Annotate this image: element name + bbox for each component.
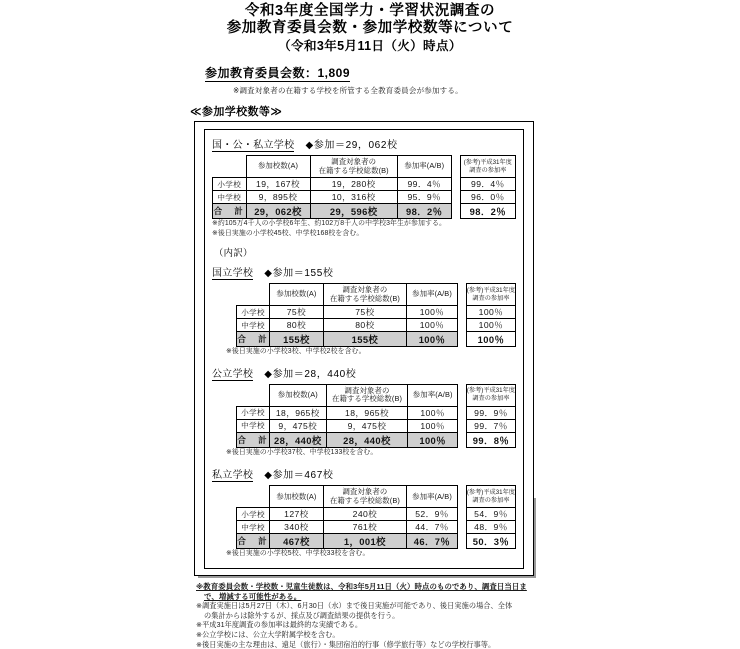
- header-reference-line2: 調査の参加率: [472, 496, 510, 504]
- cell-reference: 99．4％: [460, 178, 515, 191]
- header-total-schools-line1: 調査対象者の: [344, 385, 390, 395]
- table-row-total: [237, 332, 458, 347]
- table-row: [237, 521, 458, 534]
- header-reference-line1: (参考)平成31年度: [466, 286, 515, 294]
- cell-rate: 100％: [407, 306, 458, 319]
- reference-row: [466, 306, 515, 319]
- title-line-3: （令和3年5月11日（火）時点）: [278, 39, 462, 53]
- cell-participating: 29，062校: [246, 204, 310, 219]
- cell-participating: 9，475校: [270, 419, 327, 432]
- cell-rate: 100％: [408, 419, 457, 432]
- cell-reference: 99．9％: [466, 406, 515, 419]
- group-count: ◆参加＝28，440校: [264, 368, 357, 380]
- row-label: 中学校: [237, 319, 270, 332]
- table-header-row: [237, 486, 458, 508]
- footnote-item: ※公立学校には、公立大学附属学校を含む。: [196, 629, 340, 639]
- cell-total: 1，001校: [323, 534, 406, 549]
- header-rate: 参加率(A/B): [407, 486, 458, 508]
- reference-row: [460, 178, 515, 191]
- header-reference: [466, 486, 515, 508]
- table-block: [236, 485, 516, 549]
- reference-row: [466, 319, 515, 332]
- cell-total: 10，316校: [310, 191, 397, 204]
- group-heading: [212, 365, 516, 380]
- header-participating: 参加校数(A): [270, 486, 324, 508]
- cell-participating: 75校: [270, 306, 324, 319]
- cell-total: 80校: [323, 319, 406, 332]
- title-line-1: 令和3年度全国学力・学習状況調査の: [244, 3, 496, 19]
- schools-panel-inner: [204, 129, 524, 569]
- footnote-item: で、増減する可能性がある。: [204, 591, 302, 601]
- committee-section: [205, 64, 740, 96]
- header-total-schools-line1: 調査対象者の: [342, 487, 388, 497]
- reference-table-all: [460, 155, 516, 219]
- footnote-item: ※調査実施日は5月27日（木）、6月30日（水）まで後日実施が可能であり、後日実施の場合、全体: [196, 601, 513, 611]
- reference-header-row: [466, 284, 515, 306]
- cell-rate: 100％: [408, 406, 457, 419]
- header-rate: 参加率(A/B): [408, 384, 457, 406]
- table-note: ※後日実施の小学校37校、中学校133校を含む。: [226, 448, 378, 456]
- header-rate: 参加率(A/B): [397, 156, 451, 178]
- reference-row: [466, 521, 515, 534]
- group-name: 国立学校: [212, 268, 254, 280]
- cell-rate: 100％: [408, 432, 457, 447]
- schools-table-all: [212, 155, 452, 219]
- cell-reference: 99．7％: [466, 419, 515, 432]
- cell-rate: 98．2％: [397, 204, 451, 219]
- table-row: [237, 306, 458, 319]
- header-blank: [213, 156, 247, 178]
- header-total-schools-line1: 調査対象者の: [342, 285, 388, 295]
- footnotes: [196, 582, 544, 649]
- table-row: [237, 419, 458, 432]
- cell-reference: 100％: [466, 332, 515, 347]
- row-label: 小学校: [237, 508, 270, 521]
- cell-participating: 28，440校: [270, 432, 327, 447]
- table-header-row: [237, 284, 458, 306]
- row-label: 中学校: [237, 419, 270, 432]
- cell-participating: 127校: [270, 508, 324, 521]
- group-heading: [212, 466, 516, 481]
- group-count: ◆参加＝155校: [264, 268, 334, 280]
- header-reference-line1: (参考)平成31年度: [463, 158, 512, 166]
- header-reference-line2: 調査の参加率: [472, 294, 510, 302]
- cell-total: 29，596校: [310, 204, 397, 219]
- header-total-schools: [326, 384, 408, 406]
- table-note: ※約105万4千人の小学校6年生、約102万8千人の中学校3年生が参加する。: [212, 220, 446, 227]
- cell-total: 9，475校: [326, 419, 408, 432]
- committee-note: ※調査対象者の在籍する学校を所管する全教育委員会が参加する。: [233, 86, 463, 95]
- footnote-item: ※平成31年度調査の参加率は最終的な実績である。: [196, 620, 363, 630]
- cell-total: 155校: [323, 332, 406, 347]
- schools-table-public: [236, 384, 458, 448]
- committee-count: 参加教育委員会数：1,809: [205, 66, 351, 80]
- header-participating: 参加校数(A): [246, 156, 310, 178]
- reference-header-row: [460, 156, 515, 178]
- cell-reference: 100％: [466, 319, 515, 332]
- header-blank: [237, 284, 270, 306]
- reference-row-total: [466, 432, 515, 447]
- table-row: [213, 178, 452, 191]
- table-header-row: [237, 384, 458, 406]
- table-row-total: [213, 204, 452, 219]
- cell-rate: 95．9％: [397, 191, 451, 204]
- row-label: 合 計: [213, 204, 247, 219]
- header-blank: [237, 486, 270, 508]
- row-label: 中学校: [237, 521, 270, 534]
- reference-row-total: [466, 332, 515, 347]
- header-total-schools: [323, 284, 406, 306]
- cell-rate: 52．9％: [407, 508, 458, 521]
- section-heading-schools: ≪参加学校数等≫: [190, 106, 283, 118]
- cell-rate: 100％: [407, 332, 458, 347]
- row-label: 小学校: [237, 306, 270, 319]
- table-note: ※後日実施の小学校45校、中学校168校を含む。: [212, 229, 364, 237]
- cell-reference: 96．0％: [460, 191, 515, 204]
- cell-total: 18，965校: [326, 406, 408, 419]
- table-block: [212, 155, 516, 219]
- reference-row: [460, 191, 515, 204]
- footnote-item: の集計からは除外するが、採点及び調査結果の提供を行う。: [204, 610, 400, 620]
- table-header-row: [213, 156, 452, 178]
- breakdown-label: （内訳）: [214, 247, 253, 259]
- group-heading: [212, 264, 516, 279]
- table-block: [236, 283, 516, 347]
- header-participating: 参加校数(A): [270, 384, 327, 406]
- header-reference: [466, 384, 515, 406]
- group-all-schools: [212, 136, 516, 238]
- cell-total: 75校: [323, 306, 406, 319]
- group-name: 公立学校: [212, 368, 254, 380]
- cell-total: 19，280校: [310, 178, 397, 191]
- row-label: 小学校: [237, 406, 270, 419]
- group-count: ◆参加＝467校: [264, 470, 334, 482]
- cell-participating: 155校: [270, 332, 324, 347]
- reference-row: [466, 419, 515, 432]
- cell-rate: 44．7％: [407, 521, 458, 534]
- header-reference-line2: 調査の参加率: [469, 166, 507, 174]
- reference-row: [466, 508, 515, 521]
- header-rate: 参加率(A/B): [407, 284, 458, 306]
- cell-rate: 100％: [407, 319, 458, 332]
- header-reference: [460, 156, 515, 178]
- row-label: 合 計: [237, 432, 270, 447]
- reference-table-national: [466, 283, 516, 347]
- cell-reference: 50．3％: [466, 534, 515, 549]
- table-row: [237, 508, 458, 521]
- cell-participating: 80校: [270, 319, 324, 332]
- header-reference-line1: (参考)平成31年度: [466, 387, 515, 395]
- schools-table-national: [236, 283, 458, 347]
- cell-reference: 98．2％: [460, 204, 515, 219]
- table-row: [237, 319, 458, 332]
- group-name: 私立学校: [212, 470, 254, 482]
- cell-total: 28，440校: [326, 432, 408, 447]
- cell-participating: 19，167校: [246, 178, 310, 191]
- header-total-schools: [310, 156, 397, 178]
- cell-participating: 340校: [270, 521, 324, 534]
- header-total-schools: [323, 486, 406, 508]
- cell-participating: 9，895校: [246, 191, 310, 204]
- table-row-total: [237, 432, 458, 447]
- group-private-schools: [212, 466, 516, 559]
- reference-header-row: [466, 384, 515, 406]
- reference-row-total: [460, 204, 515, 219]
- cell-reference: 54．9％: [466, 508, 515, 521]
- table-block: [236, 384, 516, 448]
- header-total-schools-line2: 在籍する学校総数(B): [329, 495, 400, 505]
- table-row-total: [237, 534, 458, 549]
- reference-row: [466, 406, 515, 419]
- group-name: 国・公・私立学校: [212, 140, 295, 151]
- footnote-item: ※後日実施の主な理由は、遠足（旅行）・集団宿泊的行事（修学旅行等）などの学校行事等。: [196, 639, 496, 649]
- cell-reference: 100％: [466, 306, 515, 319]
- header-total-schools-line2: 在籍する学校総数(B): [318, 165, 389, 175]
- reference-row-total: [466, 534, 515, 549]
- header-total-schools-line2: 在籍する学校総数(B): [331, 394, 403, 404]
- title-line-2: 参加教育委員会数・参加学校数等について: [226, 20, 514, 36]
- header-reference-line1: (参考)平成31年度: [466, 488, 515, 496]
- cell-rate: 46．7％: [407, 534, 458, 549]
- header-reference-line2: 調査の参加率: [472, 395, 510, 403]
- row-label: 小学校: [213, 178, 247, 191]
- schools-table-private: [236, 485, 458, 549]
- row-label: 合 計: [237, 534, 270, 549]
- header-total-schools-line2: 在籍する学校総数(B): [329, 293, 400, 303]
- header-blank: [237, 384, 270, 406]
- header-reference: [466, 284, 515, 306]
- table-note: ※後日実施の小学校5校、中学校33校を含む。: [226, 550, 370, 558]
- cell-total: 240校: [323, 508, 406, 521]
- table-row: [213, 191, 452, 204]
- page-title: [0, 0, 740, 55]
- row-label: 合 計: [237, 332, 270, 347]
- table-row: [237, 406, 458, 419]
- footnote-item: ※教育委員会数・学校数・児童生徒数は、令和3年5月11日（火）時点のものであり、調査日当日ま: [196, 581, 527, 591]
- group-national-schools: [212, 264, 516, 357]
- cell-participating: 467校: [270, 534, 324, 549]
- reference-table-private: [466, 485, 516, 549]
- header-total-schools-line1: 調査対象者の: [331, 157, 377, 166]
- cell-rate: 99．4％: [397, 178, 451, 191]
- cell-participating: 18，965校: [270, 406, 327, 419]
- cell-total: 761校: [323, 521, 406, 534]
- schools-panel: [194, 121, 534, 576]
- group-count: ◆参加＝29，062校: [305, 140, 398, 151]
- reference-header-row: [466, 486, 515, 508]
- reference-table-public: [466, 384, 516, 448]
- row-label: 中学校: [213, 191, 247, 204]
- header-participating: 参加校数(A): [270, 284, 324, 306]
- group-heading: [212, 136, 516, 151]
- group-public-schools: [212, 365, 516, 458]
- cell-reference: 48．9％: [466, 521, 515, 534]
- cell-reference: 99．8％: [466, 432, 515, 447]
- table-note: ※後日実施の小学校3校、中学校2校を含む。: [226, 348, 366, 356]
